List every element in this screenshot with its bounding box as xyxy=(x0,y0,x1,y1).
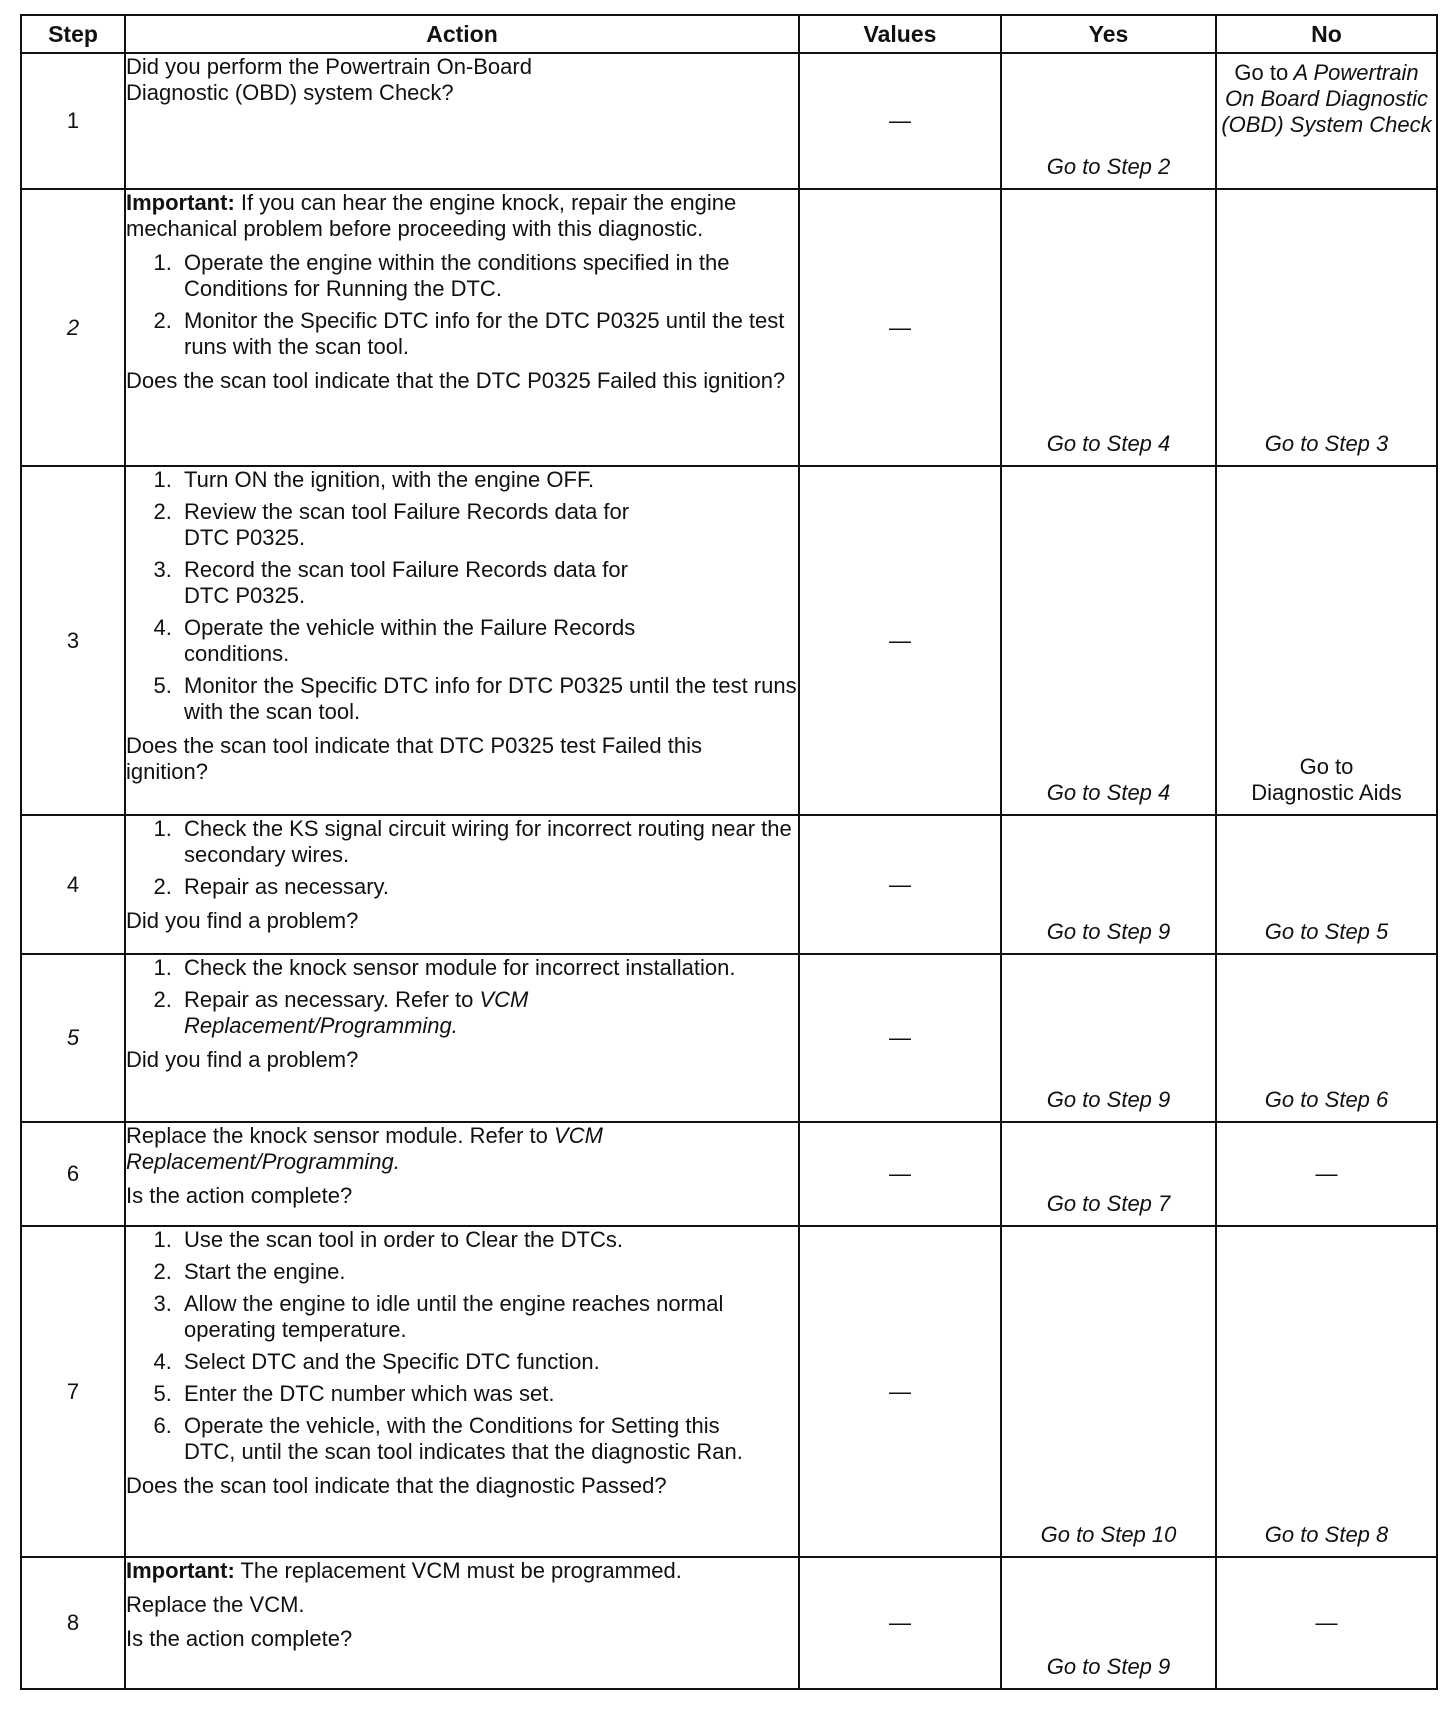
list-item: 5. Monitor the Specific DTC info for DTC P0325 until the test runs with the scan tool. xyxy=(178,673,798,725)
no-link[interactable]: Go to Step 6 xyxy=(1264,1087,1389,1112)
step-list xyxy=(126,955,798,1039)
values-cell: — xyxy=(799,53,1001,189)
list-item: 1. Check the KS signal circuit wiring for incorrect routing near the secondary wires. xyxy=(178,816,798,868)
no-cell xyxy=(1216,189,1437,466)
yes-cell xyxy=(1001,189,1216,466)
yes-link[interactable]: Go to Step 2 xyxy=(1046,154,1171,179)
important-label: Important: xyxy=(126,190,235,215)
yes-link[interactable]: Go to Step 10 xyxy=(1040,1522,1177,1547)
header-row xyxy=(21,15,1437,53)
table-row xyxy=(21,1226,1437,1557)
no-cell xyxy=(1216,1122,1437,1226)
action-cell xyxy=(125,815,799,954)
yes-cell xyxy=(1001,815,1216,954)
yes-link[interactable]: Go to Step 7 xyxy=(1046,1191,1171,1216)
action-text: Replace the knock sensor module. Refer to xyxy=(126,1123,555,1148)
diagnostic-table xyxy=(20,14,1438,1690)
no-cell xyxy=(1216,1557,1437,1689)
no-cell xyxy=(1216,466,1437,815)
no-cell xyxy=(1216,1226,1437,1557)
list-item-text: Repair as necessary. Refer to xyxy=(184,987,480,1012)
table-row xyxy=(21,189,1437,466)
question-text: Does the scan tool indicate that the DTC P0325 Failed this ignition? xyxy=(126,368,786,393)
list-item: 1. Use the scan tool in order to Clear the DTCs. xyxy=(178,1227,758,1253)
table-row xyxy=(21,1122,1437,1226)
question-text: Did you find a problem? xyxy=(126,908,359,933)
step-number: 1 xyxy=(21,53,125,189)
important-text: The replacement VCM must be programmed. xyxy=(234,1558,682,1583)
step-number: 2 xyxy=(21,189,125,466)
step-list xyxy=(126,250,798,360)
yes-cell xyxy=(1001,1122,1216,1226)
important-text: If you can hear the engine knock, repair the engine mechanical problem before proceeding with this diagnostic. xyxy=(126,190,737,241)
yes-link[interactable]: Go to Step 4 xyxy=(1046,431,1171,456)
important-note xyxy=(126,1558,798,1584)
yes-cell xyxy=(1001,954,1216,1122)
list-item: 5. Enter the DTC number which was set. xyxy=(178,1381,758,1407)
action-text: Did you perform the Powertrain On-Board Diagnostic (OBD) system Check? xyxy=(126,54,532,105)
important-note xyxy=(126,190,798,242)
no-link[interactable]: Go to Step 5 xyxy=(1264,919,1389,944)
yes-cell xyxy=(1001,1226,1216,1557)
list-item: 3. Record the scan tool Failure Records data for DTC P0325. xyxy=(178,557,738,609)
question-text: Does the scan tool indicate that the diagnostic Passed? xyxy=(126,1473,667,1498)
list-item: 2. Repair as necessary. xyxy=(178,874,798,900)
table-row xyxy=(21,954,1437,1122)
yes-link[interactable]: Go to Step 9 xyxy=(1046,1087,1171,1112)
list-item: 6. Operate the vehicle, with the Conditions for Setting this DTC, until the scan tool indicates that the diagnostic Ran. xyxy=(178,1413,758,1465)
values-cell: — xyxy=(799,815,1001,954)
values-cell: — xyxy=(799,189,1001,466)
list-item: 1. Turn ON the ignition, with the engine OFF. xyxy=(178,467,738,493)
list-item: 4. Select DTC and the Specific DTC function. xyxy=(178,1349,758,1375)
table-row xyxy=(21,53,1437,189)
header-values: Values xyxy=(799,15,1001,53)
values-cell: — xyxy=(799,1122,1001,1226)
table-row xyxy=(21,1557,1437,1689)
header-action: Action xyxy=(125,15,799,53)
step-number: 5 xyxy=(21,954,125,1122)
values-cell: — xyxy=(799,466,1001,815)
no-value: — xyxy=(1315,1610,1338,1635)
values-cell: — xyxy=(799,1557,1001,1689)
list-item: 1. Operate the engine within the conditions specified in the Conditions for Running the DTC. xyxy=(178,250,798,302)
action-cell xyxy=(125,466,799,815)
no-prefix: Go to xyxy=(1234,60,1289,85)
step-number: 4 xyxy=(21,815,125,954)
action-cell xyxy=(125,954,799,1122)
values-cell: — xyxy=(799,1226,1001,1557)
action-cell xyxy=(125,1557,799,1689)
no-link[interactable]: A Powertrain On Board Diagnostic (OBD) System Check xyxy=(1221,60,1432,137)
action-cell xyxy=(125,53,799,189)
important-label: Important: xyxy=(126,1558,235,1583)
question-text: Does the scan tool indicate that DTC P0325 test Failed this ignition? xyxy=(126,733,702,784)
no-link[interactable]: Go to Step 8 xyxy=(1264,1522,1389,1547)
list-item: 4. Operate the vehicle within the Failure Records conditions. xyxy=(178,615,738,667)
reference-link[interactable]: VCM Replacement/Programming. xyxy=(126,1123,603,1174)
yes-cell xyxy=(1001,53,1216,189)
step-list xyxy=(126,816,798,900)
no-value: — xyxy=(1315,1161,1338,1186)
no-cell xyxy=(1216,954,1437,1122)
yes-link[interactable]: Go to Step 9 xyxy=(1046,919,1171,944)
list-item: 3. Allow the engine to idle until the engine reaches normal operating temperature. xyxy=(178,1291,758,1343)
step-number: 8 xyxy=(21,1557,125,1689)
list-item: 1. Check the knock sensor module for incorrect installation. xyxy=(178,955,738,981)
yes-cell xyxy=(1001,466,1216,815)
yes-link[interactable]: Go to Step 9 xyxy=(1046,1654,1171,1679)
table-row xyxy=(21,815,1437,954)
no-prefix: Go to xyxy=(1299,754,1354,779)
step-number: 7 xyxy=(21,1226,125,1557)
no-link[interactable]: Go to Step 3 xyxy=(1264,431,1389,456)
action-text: Replace the VCM. xyxy=(126,1592,305,1617)
list-item: 2. Monitor the Specific DTC info for the DTC P0325 until the test runs with the scan tool. xyxy=(178,308,798,360)
yes-cell xyxy=(1001,1557,1216,1689)
values-cell: — xyxy=(799,954,1001,1122)
yes-link[interactable]: Go to Step 4 xyxy=(1046,780,1171,805)
step-number: 6 xyxy=(21,1122,125,1226)
list-item: 2. Start the engine. xyxy=(178,1259,758,1285)
question-text: Did you find a problem? xyxy=(126,1047,359,1072)
action-cell xyxy=(125,1122,799,1226)
action-cell xyxy=(125,189,799,466)
question-text: Is the action complete? xyxy=(126,1626,353,1651)
reference-link[interactable]: VCM Replacement/Programming. xyxy=(184,987,529,1038)
header-step: Step xyxy=(21,15,125,53)
question-text: Is the action complete? xyxy=(126,1183,353,1208)
step-list xyxy=(126,1227,798,1465)
list-item: 2. Review the scan tool Failure Records data for DTC P0325. xyxy=(178,499,738,551)
list-item xyxy=(178,987,738,1039)
no-cell xyxy=(1216,53,1437,189)
action-cell xyxy=(125,1226,799,1557)
header-yes: Yes xyxy=(1001,15,1216,53)
header-no: No xyxy=(1216,15,1437,53)
table-row xyxy=(21,466,1437,815)
step-list xyxy=(126,467,798,725)
step-number: 3 xyxy=(21,466,125,815)
no-link[interactable]: Diagnostic Aids xyxy=(1251,780,1402,805)
no-cell xyxy=(1216,815,1437,954)
